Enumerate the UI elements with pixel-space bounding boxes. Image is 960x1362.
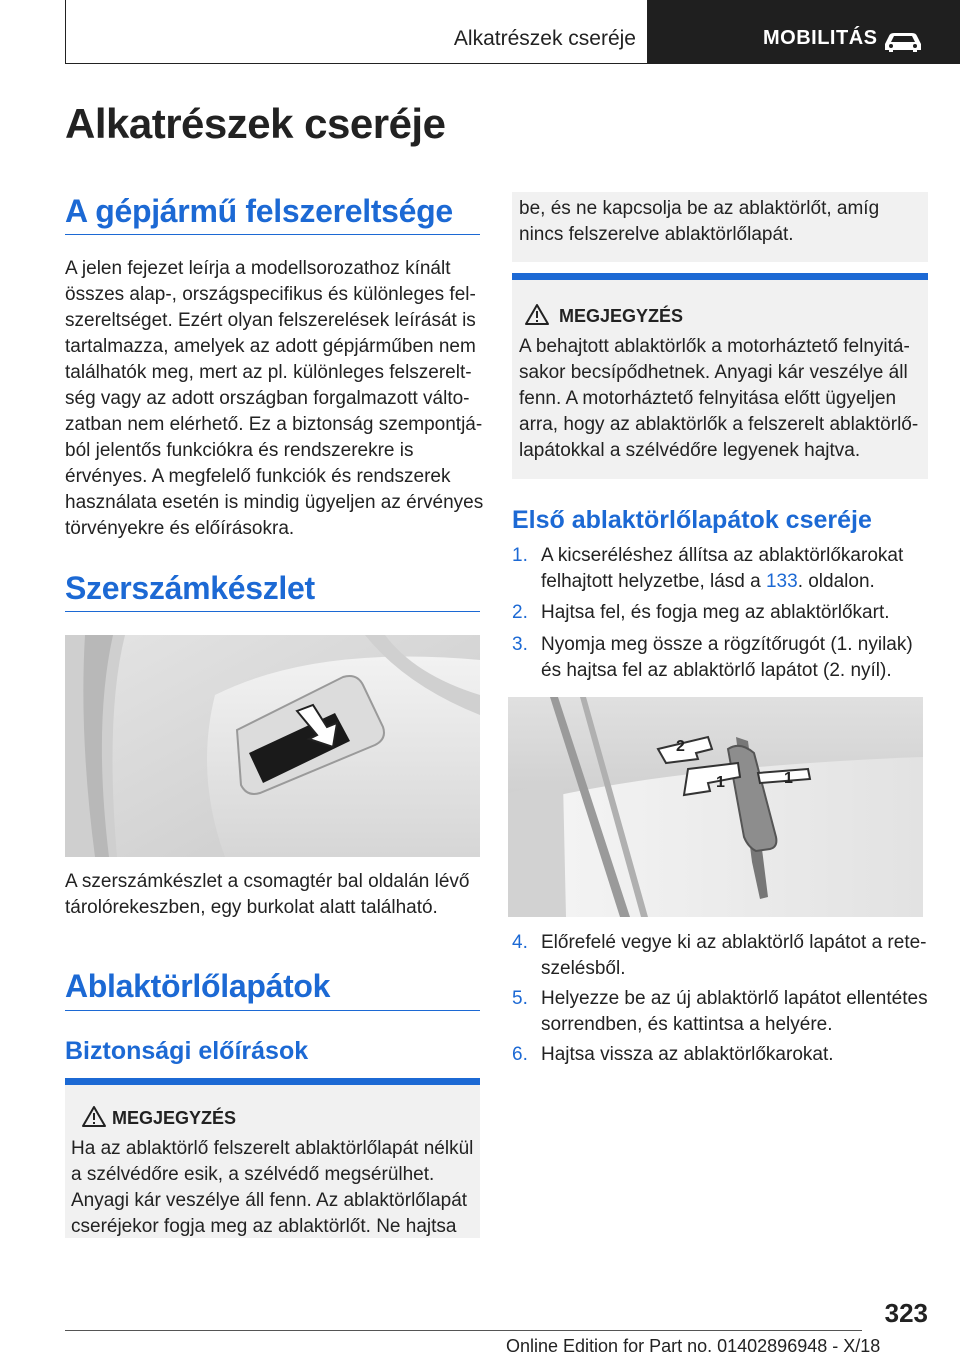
note-title: MEGJEGYZÉS — [559, 306, 684, 326]
car-icon — [883, 30, 923, 54]
step-text — [541, 632, 913, 684]
toolkit-heading: Szerszámkészlet — [65, 570, 315, 606]
text-line: tartalmazza, amelyek az adott gépjárműben nem — [65, 336, 476, 357]
text-line: arra, hogy az ablaktörlők a felszerelt ablaktörlő‐ — [519, 414, 919, 435]
equipment-heading-rule — [65, 234, 480, 235]
step-text — [541, 600, 890, 626]
warning-icon — [81, 1105, 107, 1128]
text-line: találhatók meg, mert az pl. különleges felszerelt‐ — [65, 362, 472, 383]
text-line: Előrefelé vegye ki az ablaktörlő lapátot a rete‐ — [541, 932, 927, 953]
text-fragment: felhajtott helyzetbe, lásd a — [541, 571, 766, 592]
page-reference-link[interactable]: 133 — [765, 571, 798, 592]
text-fragment: . oldalon. — [797, 571, 875, 592]
text-line — [541, 569, 903, 595]
text-line: Anyagi kár veszélye áll fenn. Az ablaktörlőlapát — [71, 1190, 468, 1211]
warning-icon — [524, 303, 550, 326]
text-line: összes alap-, országspecifikus és különleges fel‐ — [65, 284, 476, 305]
note-box-1 — [65, 1078, 480, 1238]
figure-label-2: 2 — [676, 738, 685, 755]
text-line: érvényes. A megfelelő funkciók és rendszerek — [65, 466, 451, 487]
text-line: be, és ne kapcsolja be az ablaktörlőt, amíg — [519, 198, 880, 219]
text-line: szelésből. — [541, 958, 626, 979]
text-line: és hajtsa fel az ablaktörlő lapátot (2. nyíl). — [541, 660, 892, 681]
toolkit-photo — [65, 635, 480, 857]
note-bar — [512, 273, 928, 280]
toolkit-caption — [65, 869, 469, 921]
step-number: 4. — [512, 932, 528, 953]
note-text — [71, 1136, 473, 1240]
text-line: tárolórekeszben, egy burkolat alatt található. — [65, 897, 438, 918]
text-line: zatban nem elérhető. Ez a biztonság szempontjá‐ — [65, 414, 483, 435]
note-box-1-continued — [512, 192, 928, 262]
figure-label-1: 1 — [784, 770, 793, 787]
text-line: fenn. A motorháztető felnyitása előtt ügyeljen — [519, 388, 897, 409]
wipers-heading-rule — [65, 1010, 480, 1011]
text-line: használata esetén is mindig ügyeljen az érvényes — [65, 492, 484, 513]
wiper-photo — [508, 697, 923, 917]
text-line: A szerszámkészlet a csomagtér bal oldalán lévő — [65, 871, 470, 892]
text-line: A jelen fejezet leírja a modellsorozathoz kínált — [65, 258, 451, 279]
text-line: sorrendben, és kattintsa a helyére. — [541, 1014, 833, 1035]
safety-heading: Biztonsági előírások — [65, 1037, 309, 1065]
text-line: lapátokkal a szélvédőre legyenek hajtva. — [519, 440, 861, 461]
step-text — [541, 986, 928, 1038]
text-line: ból jelentős funkciókra és rendszerekre is — [65, 440, 414, 461]
header-section-title: Alkatrészek cseréje — [453, 27, 636, 50]
note-title: MEGJEGYZÉS — [112, 1108, 237, 1128]
step-number: 3. — [512, 634, 528, 655]
text-line: sakor becsípődhetnek. Anyagi kár veszélye áll — [519, 362, 908, 383]
text-line: A kicseréléshez állítsa az ablaktörlőkarokat — [541, 545, 904, 566]
text-line: nincs felszerelve ablaktörlőlapát. — [519, 224, 794, 245]
text-line: cseréjekor fogja meg az ablaktörlőt. Ne hajtsa — [71, 1216, 457, 1237]
step-number: 2. — [512, 602, 528, 623]
note-bar — [65, 1078, 480, 1085]
text-line: törvényekre és előírásokra. — [65, 518, 295, 539]
equipment-paragraph — [65, 256, 483, 542]
text-line: A behajtott ablaktörlők a motorháztető felnyitá‐ — [519, 336, 910, 357]
text-line: a szélvédőre esik, a szélvédő megsérülhet. — [71, 1164, 435, 1185]
note-text — [519, 334, 918, 464]
toolkit-heading-rule — [65, 611, 480, 612]
step-text — [541, 543, 903, 595]
page-title: Alkatrészek cseréje — [65, 100, 446, 147]
text-line: Helyezze be az új ablaktörlő lapátot ellentétes — [541, 988, 928, 1009]
wipers-heading: Ablaktörlőlapátok — [65, 968, 331, 1004]
figure-label-1b: 1 — [716, 774, 725, 791]
step-text — [541, 930, 927, 982]
text-line: Hajtsa vissza az ablaktörlőkarokat. — [541, 1044, 834, 1065]
note-box-2 — [512, 273, 928, 479]
text-line: ség vagy az adott országban forgalmazott válto‐ — [65, 388, 470, 409]
text-line: Hajtsa fel, és fogja meg az ablaktörlőkart. — [541, 602, 890, 623]
front-wiper-heading: Első ablaktörlőlapátok cseréje — [512, 506, 872, 534]
step-number: 5. — [512, 988, 528, 1009]
text-line: Nyomja meg össze a rögzítőrugót (1. nyilak) — [541, 634, 913, 655]
footer-edition: Online Edition for Part no. 01402896948 - X/18 — [506, 1336, 881, 1356]
footer-rule — [65, 1330, 862, 1331]
step-number: 1. — [512, 545, 528, 566]
header-chapter-title: MOBILITÁS — [763, 27, 878, 49]
text-line: szereltséget. Ezért olyan felszerelések leírását is — [65, 310, 476, 331]
step-text — [541, 1042, 834, 1068]
equipment-heading: A gépjármű felszereltsége — [65, 193, 453, 229]
note-text — [519, 196, 879, 248]
text-line: Ha az ablaktörlő felszerelt ablaktörlőlapát nélkül — [71, 1138, 474, 1159]
page-number: 323 — [884, 1298, 928, 1328]
step-number: 6. — [512, 1044, 528, 1065]
